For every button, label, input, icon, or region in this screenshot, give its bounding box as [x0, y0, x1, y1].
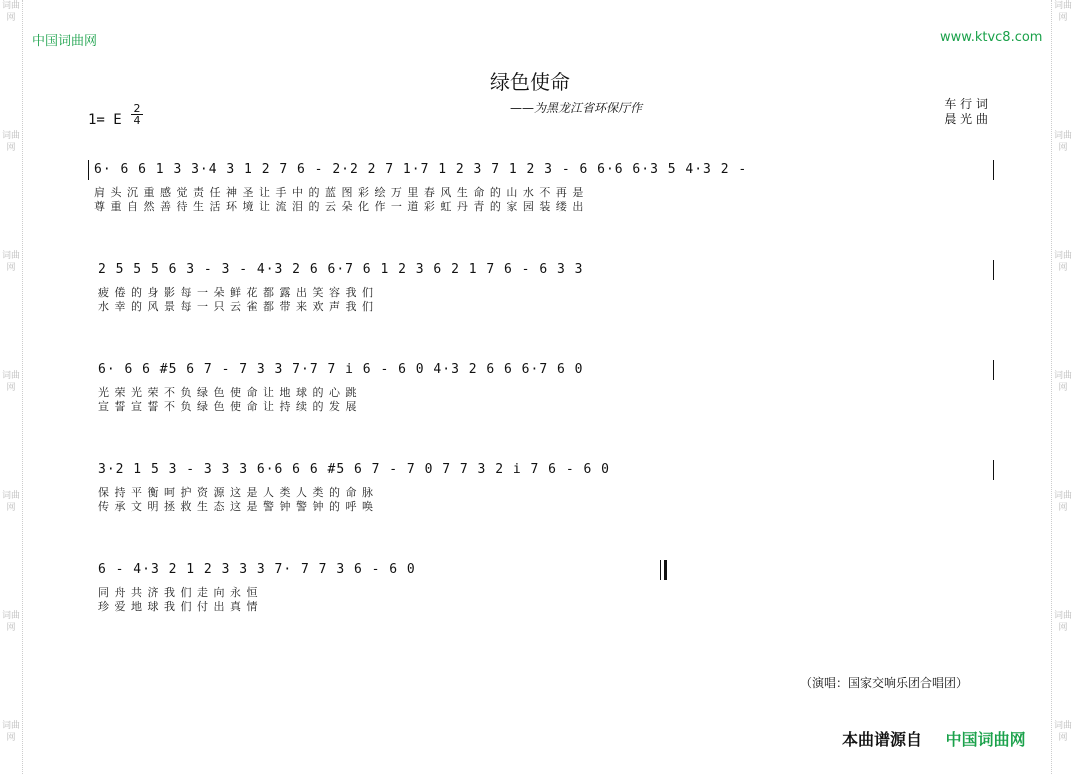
lyric-verse-2: 珍 爱 地 球 我 们 付 出 真 情 [98, 600, 259, 613]
notation-line: 6 - 4·3 2 1 2 3 3 3 7· 7 7 3 6 - 6 0 [98, 562, 416, 577]
credits [916, 97, 988, 127]
barline [88, 160, 89, 180]
source-site-link[interactable]: 中国词曲网 [945, 730, 1026, 749]
final-barline-thick [664, 560, 667, 580]
site-name-link[interactable]: 中国词曲网 [32, 34, 98, 49]
right-watermark-2: 词曲网 [1053, 131, 1072, 153]
score-row-2 [88, 260, 994, 312]
site-url-link[interactable]: www.ktvc8.com [940, 30, 1043, 45]
right-watermark-6: 词曲网 [1053, 611, 1072, 633]
lyric-verse-1: 同 舟 共 济 我 们 走 向 永 恒 [98, 586, 259, 599]
notation-line: 6· 6 6 #5 6 7 - 7 3 3 7·7 7 i 6 - 6 0 4·3 2 6 6 6·7 6 0 [98, 362, 584, 377]
song-subtitle: ——为黑龙江省环保厅作 [510, 101, 643, 115]
left-watermark-4: 词曲网 [1, 371, 20, 393]
score-row-5 [88, 560, 688, 612]
lyric-verse-1: 光 荣 光 荣 不 负 绿 色 使 命 让 地 球 的 心 跳 [98, 386, 358, 399]
notation-line: 3·2 1 5 3 - 3 3 3 6·6 6 6 #5 6 7 - 7 0 7 7 3 2 i 7 6 - 6 0 [98, 462, 610, 477]
barline [993, 260, 994, 280]
lyric-verse-2: 尊 重 自 然 善 待 生 活 环 境 让 流 泪 的 云 朵 化 作 一 道 彩 虹 丹 青 的 家 园 装 缕 出 [94, 200, 585, 213]
left-watermark-6: 词曲网 [1, 611, 20, 633]
time-signature [131, 103, 143, 126]
source-label: 本曲谱源自 [842, 730, 923, 749]
lyric-verse-1: 疲 倦 的 身 影 每 一 朵 鲜 花 都 露 出 笑 容 我 们 [98, 286, 374, 299]
composer-credit: 晨 光 曲 [944, 112, 988, 126]
barline [993, 160, 994, 180]
lyric-verse-2: 宣 誓 宣 誓 不 负 绿 色 使 命 让 持 续 的 发 展 [98, 400, 358, 413]
notation-line: 2 5 5 5 6 3 - 3 - 4·3 2 6 6·7 6 1 2 3 6 2 1 7 6 - 6 3 3 [98, 262, 584, 277]
time-signature-bottom: 4 [131, 114, 143, 126]
lyric-verse-2: 水 幸 的 风 景 每 一 只 云 雀 都 带 来 欢 声 我 们 [98, 300, 374, 313]
lyric-verse-2: 传 承 文 明 拯 救 生 态 这 是 警 钟 警 钟 的 呼 唤 [98, 500, 374, 513]
left-watermark-5: 词曲网 [1, 491, 20, 513]
left-watermark-3: 词曲网 [1, 251, 20, 273]
right-watermark-3: 词曲网 [1053, 251, 1072, 273]
left-watermark-1: 词曲网 [1, 1, 20, 23]
final-barline-thin [660, 560, 661, 580]
key-signature: 1= E [88, 112, 122, 128]
source-footer [842, 727, 1026, 750]
right-watermark-7: 词曲网 [1053, 721, 1072, 743]
barline [993, 460, 994, 480]
time-signature-top: 2 [133, 102, 141, 115]
right-watermark-4: 词曲网 [1053, 371, 1072, 393]
score-row-3 [88, 360, 994, 412]
score-row-1 [88, 160, 994, 212]
notation-line: 6· 6 6 1 3 3·4 3 1 2 7 6 - 2·2 2 7 1·7 1 2 3 7 1 2 3 - 6 6·6 6·3 5 4·3 2 - [94, 162, 748, 177]
lyric-verse-1: 肩 头 沉 重 感 觉 责 任 神 圣 让 手 中 的 蓝 图 彩 绘 万 里 春 风 生 命 的 山 水 不 再 是 [94, 186, 585, 199]
barline [993, 360, 994, 380]
song-title: 绿色使命 [490, 70, 570, 94]
performer-credit: （演唱：国家交响乐团合唱团） [800, 676, 969, 690]
right-watermark-1: 词曲网 [1053, 1, 1072, 23]
lyric-verse-1: 保 持 平 衡 呵 护 资 源 这 是 人 类 人 类 的 命 脉 [98, 486, 374, 499]
left-watermark-2: 词曲网 [1, 131, 20, 153]
score-row-4 [88, 460, 994, 512]
right-watermark-5: 词曲网 [1053, 491, 1072, 513]
left-watermark-7: 词曲网 [1, 721, 20, 743]
lyricist-credit: 车 行 词 [944, 97, 988, 111]
